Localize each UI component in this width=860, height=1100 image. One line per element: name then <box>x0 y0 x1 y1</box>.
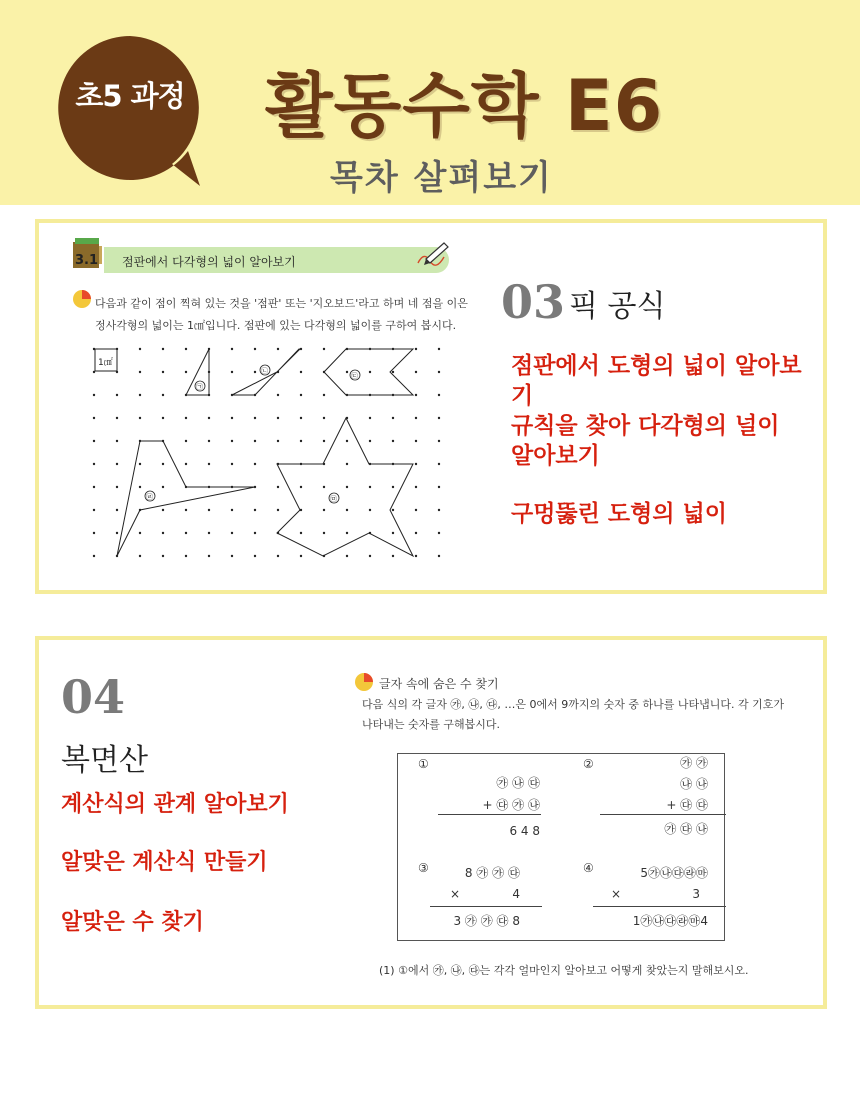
problem-label: ① <box>418 757 429 771</box>
grid-dot <box>415 348 417 350</box>
problem-line: 8 ㉮ ㉮ ㉰ <box>464 866 520 880</box>
grid-dot <box>162 394 164 396</box>
grid-dot <box>254 371 256 373</box>
grid-dot <box>139 394 141 396</box>
grid-dot <box>323 440 325 442</box>
product-rule <box>430 906 542 907</box>
question-number-icon <box>72 289 92 309</box>
problem-result: 1㉮㉯㉰㉱㉲4 <box>632 914 708 928</box>
grid-dot <box>162 532 164 534</box>
grid-dot <box>438 486 440 488</box>
problem-result: ㉮ ㉰ ㉯ <box>664 822 708 836</box>
grid-dot <box>254 348 256 350</box>
grid-dot <box>231 463 233 465</box>
grid-dot <box>415 440 417 442</box>
grid-dot <box>208 417 210 419</box>
grid-dot <box>346 555 348 557</box>
grid-dot <box>415 417 417 419</box>
topic-item: 알맞은 계산식 만들기 <box>61 850 268 875</box>
grid-dot <box>139 532 141 534</box>
grid-dot <box>346 509 348 511</box>
grid-dot <box>300 371 302 373</box>
grid-dot <box>162 555 164 557</box>
grid-dot <box>116 486 118 488</box>
grid-dot <box>277 440 279 442</box>
grid-dot <box>116 532 118 534</box>
grid-dot <box>185 417 187 419</box>
grid-dot <box>323 509 325 511</box>
grid-dot <box>438 371 440 373</box>
grid-dot <box>231 555 233 557</box>
grid-dot <box>116 509 118 511</box>
worksheet-footnote: (1) ①에서 ㉮, ㉯, ㉰는 각각 얼마인지 알아보고 어떻게 찾았는지 말해보시오. <box>379 964 749 977</box>
sum-rule <box>600 814 726 815</box>
grid-dot <box>162 348 164 350</box>
problem-line: ㉮ ㉮ <box>680 756 708 770</box>
grid-dot <box>415 463 417 465</box>
grid-dot <box>139 486 141 488</box>
grid-dot <box>346 440 348 442</box>
grid-dot <box>300 394 302 396</box>
problem-result: 3 ㉮ ㉮ ㉰ 8 <box>453 914 520 928</box>
grid-dot <box>116 417 118 419</box>
grid-dot <box>208 440 210 442</box>
shape-label: ㉢ <box>351 372 358 380</box>
grid-dot <box>254 555 256 557</box>
grid-dot <box>392 509 394 511</box>
grid-dot <box>346 463 348 465</box>
grid-dot <box>438 348 440 350</box>
grid-dot <box>116 440 118 442</box>
grid-dot <box>346 486 348 488</box>
grid-dot <box>392 417 394 419</box>
worksheet-text: 다음과 같이 점이 찍혀 있는 것을 '점판' 또는 '지오보드'라고 하며 네 점을 이은 정사각형의 넓이는 1㎠입니다. 점판에 있는 다각형의 넓이를 구하여 봅시다. <box>95 297 468 332</box>
grid-dot <box>415 486 417 488</box>
problem-result: 6 4 8 <box>509 824 540 838</box>
grid-dot <box>116 463 118 465</box>
grid-dot <box>93 440 95 442</box>
grid-dot <box>185 555 187 557</box>
problem-line: ㉮ ㉯ ㉰ <box>496 776 540 790</box>
grid-dot <box>277 486 279 488</box>
problem-line: 5㉮㉯㉰㉱㉲ <box>640 866 708 880</box>
grid-dot <box>139 371 141 373</box>
shape-label: ㉠ <box>196 383 203 391</box>
page-subtitle: 목차 살펴보기 <box>330 158 553 198</box>
grid-dot <box>392 440 394 442</box>
grid-dot <box>231 417 233 419</box>
grid-dot <box>208 509 210 511</box>
grid-dot <box>415 371 417 373</box>
grid-dot <box>185 509 187 511</box>
product-rule <box>593 906 726 907</box>
grid-dot <box>415 394 417 396</box>
grid-dot <box>185 532 187 534</box>
grid-dot <box>369 371 371 373</box>
grid-dot <box>300 486 302 488</box>
grid-dot <box>392 486 394 488</box>
grid-dot <box>277 509 279 511</box>
grid-dot <box>208 463 210 465</box>
grid-dot <box>231 371 233 373</box>
grid-dot <box>369 555 371 557</box>
section-title: 복면산 <box>61 743 148 778</box>
multiply-sign: × <box>611 887 622 901</box>
grid-dot <box>231 509 233 511</box>
grid-dot <box>185 348 187 350</box>
grid-dot <box>438 532 440 534</box>
problem-line: + ㉰ ㉮ ㉯ <box>482 798 540 812</box>
problem-label: ② <box>583 757 594 771</box>
grid-dot <box>392 532 394 534</box>
grid-dot <box>254 440 256 442</box>
worksheet-title: 글자 속에 숨은 수 찾기 <box>379 677 499 691</box>
grid-dot <box>139 417 141 419</box>
unit-number: 3.1 <box>75 253 99 268</box>
grid-dot <box>139 463 141 465</box>
grid-dot <box>323 394 325 396</box>
topic-item: 규칙을 찾아 다각형의 널이 알아보기 <box>511 413 780 469</box>
grid-dot <box>254 463 256 465</box>
unit-square-label: 1㎠ <box>98 358 113 368</box>
grid-dot <box>369 417 371 419</box>
grid-dot <box>231 440 233 442</box>
grid-dot <box>323 417 325 419</box>
grid-dot <box>300 555 302 557</box>
grid-dot <box>277 417 279 419</box>
shape-label: ㉣ <box>146 493 153 501</box>
topic-item: 구멍뚫린 도형의 넓이 <box>511 501 727 527</box>
unit-banner-title: 점판에서 다각형의 넓이 알아보기 <box>122 255 296 269</box>
grid-dot <box>323 486 325 488</box>
grid-dot <box>93 509 95 511</box>
grid-dot <box>415 509 417 511</box>
grid-dot <box>254 509 256 511</box>
grid-dot <box>254 417 256 419</box>
worksheet-text: 다음 식의 각 글자 ㉮, ㉯, ㉰, …은 0에서 9까지의 숫자 중 하나를 나타냅니다. 각 기호가 나타내는 숫자를 구해봅시다. <box>362 698 784 731</box>
grid-dot <box>438 440 440 442</box>
grid-dot <box>231 532 233 534</box>
grade-badge: 초5 과정 <box>75 79 185 113</box>
grid-dot <box>139 555 141 557</box>
topic-item: 점판에서 도형의 넓이 알아보기 <box>511 353 802 409</box>
section-number: 04 <box>61 670 126 724</box>
problem-line: + ㉰ ㉰ <box>666 798 708 812</box>
grid-dot <box>438 463 440 465</box>
problem-label: ④ <box>583 861 594 875</box>
grid-dot <box>346 532 348 534</box>
grid-dot <box>392 555 394 557</box>
grid-dot <box>185 440 187 442</box>
pencil-icon <box>414 239 452 269</box>
grid-dot <box>392 371 394 373</box>
sum-rule <box>438 814 541 815</box>
grid-dot <box>369 509 371 511</box>
grid-dot <box>438 509 440 511</box>
grid-dot <box>438 417 440 419</box>
grid-dot <box>300 417 302 419</box>
grid-dot <box>254 532 256 534</box>
grid-dot <box>93 555 95 557</box>
grid-dot <box>369 440 371 442</box>
shape-label: ㉤ <box>330 495 337 503</box>
grid-dot <box>162 463 164 465</box>
grid-dot <box>93 417 95 419</box>
section-card-04 <box>35 636 827 1009</box>
grid-dot <box>415 555 417 557</box>
grid-dot <box>162 486 164 488</box>
shape-label: ㉡ <box>261 367 268 375</box>
problem-label: ③ <box>418 861 429 875</box>
grid-dot <box>185 371 187 373</box>
problem-line: ㉯ ㉯ <box>680 777 708 791</box>
grid-dot <box>162 509 164 511</box>
problem-line: 4 <box>512 887 520 901</box>
problem-table <box>397 753 725 941</box>
grid-dot <box>277 394 279 396</box>
topic-item: 알맞은 수 찾기 <box>61 910 204 935</box>
grid-dot <box>162 371 164 373</box>
grid-dot <box>208 555 210 557</box>
grid-dot <box>300 440 302 442</box>
topic-item: 계산식의 관계 알아보기 <box>61 792 289 817</box>
grid-dot <box>93 486 95 488</box>
grid-dot <box>116 394 118 396</box>
grid-dot <box>93 394 95 396</box>
grid-dot <box>438 394 440 396</box>
question-number-icon <box>354 672 374 692</box>
grid-dot <box>415 532 417 534</box>
grid-dot <box>185 463 187 465</box>
grid-dot <box>277 348 279 350</box>
section-card-03 <box>35 219 827 594</box>
grid-dot <box>323 532 325 534</box>
grid-dot <box>93 463 95 465</box>
section-number: 03 <box>501 275 566 329</box>
grid-dot <box>323 348 325 350</box>
grid-dot <box>369 486 371 488</box>
multiply-sign: × <box>450 887 461 901</box>
page-title: 활동수학 E6 <box>265 65 664 147</box>
grid-dot <box>300 532 302 534</box>
grid-dot <box>93 532 95 534</box>
section-title: 픽 공식 <box>569 289 666 324</box>
problem-line: 3 <box>692 887 700 901</box>
grid-dot <box>277 555 279 557</box>
grid-dot <box>208 532 210 534</box>
grid-dot <box>162 417 164 419</box>
grid-dot <box>346 371 348 373</box>
grid-dot <box>231 348 233 350</box>
dot-grid-figure <box>84 343 454 583</box>
grid-dot <box>438 555 440 557</box>
grid-dot <box>139 348 141 350</box>
